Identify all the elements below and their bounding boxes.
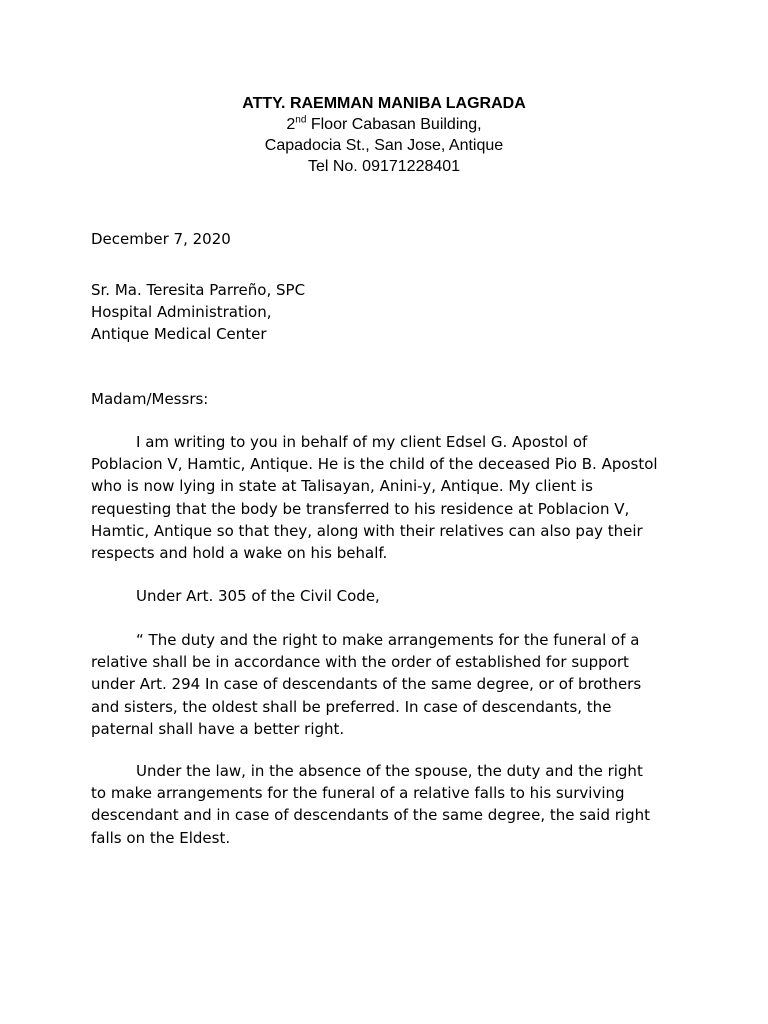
recipient-office: Hospital Administration,	[91, 303, 272, 322]
attorney-name: ATTY. RAEMMAN MANIBA LAGRADA	[242, 95, 526, 112]
recipient-name: Sr. Ma. Teresita Parreño, SPC	[91, 281, 306, 299]
letterhead	[0, 93, 768, 177]
paragraph-civil-code: Under Art. 305 of the Civil Code,	[136, 587, 380, 605]
quote-line: “ The duty and the right to make arrangements for the funeral of a	[136, 631, 640, 649]
telephone: Tel No. 09171228401	[307, 158, 461, 175]
address-floor	[0, 114, 768, 135]
floor-number: 2	[286, 116, 296, 133]
quote-line: paternal shall have a better right.	[91, 719, 345, 738]
floor-suffix: nd	[295, 114, 307, 126]
quote-line: relative shall be in accordance with the order of established for support	[91, 653, 629, 672]
paragraph-under-law	[91, 760, 691, 849]
paragraph-line: Under the law, in the absence of the spouse, the duty and the right	[136, 762, 643, 780]
paragraph-line: to make arrangements for the funeral of a relative falls to his surviving	[91, 784, 625, 803]
paragraph-line: respects and hold a wake on his behalf.	[91, 544, 388, 563]
quoted-article	[91, 629, 691, 740]
recipient-institution: Antique Medical Center	[91, 325, 267, 344]
quote-line: under Art. 294 In case of descendants of the same degree, or of brothers	[91, 675, 642, 694]
paragraph-request	[91, 431, 691, 564]
paragraph-line: who is now lying in state at Talisayan, Anini-y, Antique. My client is	[91, 477, 593, 496]
paragraph-line: descendant and in case of descendants of the same degree, the said right	[91, 806, 650, 825]
paragraph-line: Hamtic, Antique so that they, along with their relatives can also pay their	[91, 521, 643, 540]
address-street: Capadocia St., San Jose, Antique	[264, 137, 504, 154]
paragraph-line: I am writing to you in behalf of my client Edsel G. Apostol of	[136, 433, 588, 451]
floor-rest: Floor Cabasan Building,	[306, 116, 482, 133]
paragraph-line: requesting that the body be transferred to his residence at Poblacion V,	[91, 499, 630, 518]
letter-date: December 7, 2020	[91, 230, 231, 248]
salutation: Madam/Messrs:	[91, 390, 209, 408]
paragraph-line: falls on the Eldest.	[91, 828, 231, 847]
recipient-block	[91, 279, 691, 346]
paragraph-line: Poblacion V, Hamtic, Antique. He is the child of the deceased Pio B. Apostol	[91, 455, 658, 474]
quote-line: and sisters, the oldest shall be preferred. In case of descendants, the	[91, 697, 612, 716]
